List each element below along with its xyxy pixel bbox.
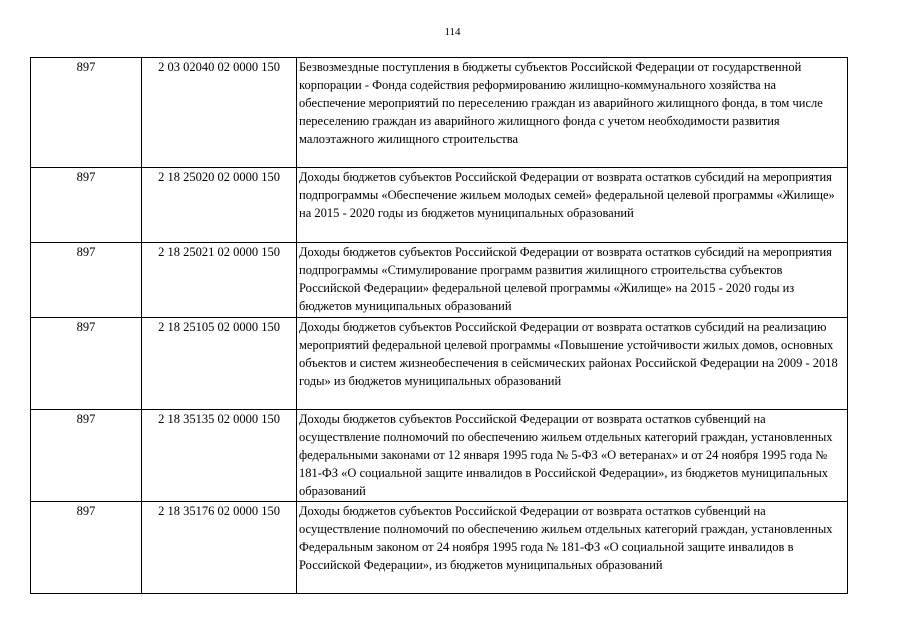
- budget-code-cell: 2 18 35135 02 0000 150: [142, 410, 297, 502]
- admin-code-cell: 897: [31, 410, 142, 502]
- table-row: [31, 243, 848, 318]
- admin-code-cell: 897: [31, 502, 142, 594]
- admin-code-cell: 897: [31, 243, 142, 318]
- admin-code-cell: 897: [31, 58, 142, 168]
- admin-code-cell: 897: [31, 168, 142, 243]
- budget-code-cell: 2 18 25020 02 0000 150: [142, 168, 297, 243]
- budget-code-cell: 2 18 25021 02 0000 150: [142, 243, 297, 318]
- revenue-codes-table: [30, 57, 848, 594]
- budget-code-cell: 2 03 02040 02 0000 150: [142, 58, 297, 168]
- admin-code-cell: 897: [31, 318, 142, 410]
- description-cell: Доходы бюджетов субъектов Российской Федерации от возврата остатков субсидий на мероприятия подпрограммы «Обеспечение жильем молодых семей» федеральной целевой программы «Жилище» на 2015 - 2020 годы из бюджетов муниципальных образований: [297, 168, 848, 243]
- table-row: [31, 168, 848, 243]
- description-cell: Доходы бюджетов субъектов Российской Федерации от возврата остатков субсидий на мероприятия подпрограммы «Стимулирование программ развития жилищного строительства субъектов Российской Федерации» федеральной целевой программы «Жилище» на 2015 - 2020 годы из бюджетов муниципальных образований: [297, 243, 848, 318]
- table-row: [31, 502, 848, 594]
- description-cell: Доходы бюджетов субъектов Российской Федерации от возврата остатков субсидий на реализацию мероприятий федеральной целевой программы «Повышение устойчивости жилых домов, основных объектов и систем жизнеобеспечения в сейсмических районах Российской Федерации на 2009 - 2018 годы» из бюджетов муниципальных образований: [297, 318, 848, 410]
- budget-code-cell: 2 18 35176 02 0000 150: [142, 502, 297, 594]
- description-cell: Безвозмездные поступления в бюджеты субъектов Российской Федерации от государственной корпорации - Фонда содействия реформированию жилищно-коммунального хозяйства на обеспечение мероприятий по переселению граждан из аварийного жилищного фонда, в том числе переселению граждан из аварийного жилищного фонда с учетом необходимости развития малоэтажного жилищного строительства: [297, 58, 848, 168]
- page-number: 114: [444, 26, 461, 38]
- budget-code-cell: 2 18 25105 02 0000 150: [142, 318, 297, 410]
- table-row: [31, 410, 848, 502]
- table-row: [31, 58, 848, 168]
- table-row: [31, 318, 848, 410]
- description-cell: Доходы бюджетов субъектов Российской Федерации от возврата остатков субвенций на осуществление полномочий по обеспечению жильем отдельных категорий граждан, установленных Федеральным законом от 24 ноября 1995 года № 181-ФЗ «О социальной защите инвалидов в Российской Федерации», из бюджетов муниципальных образований: [297, 502, 848, 594]
- description-cell: Доходы бюджетов субъектов Российской Федерации от возврата остатков субвенций на осуществление полномочий по обеспечению жильем отдельных категорий граждан, установленных федеральными законами от 12 января 1995 года № 5-ФЗ «О ветеранах» и от 24 ноября 1995 года № 181-ФЗ «О социальной защите инвалидов в Российской Федерации», из бюджетов муниципальных образований: [297, 410, 848, 502]
